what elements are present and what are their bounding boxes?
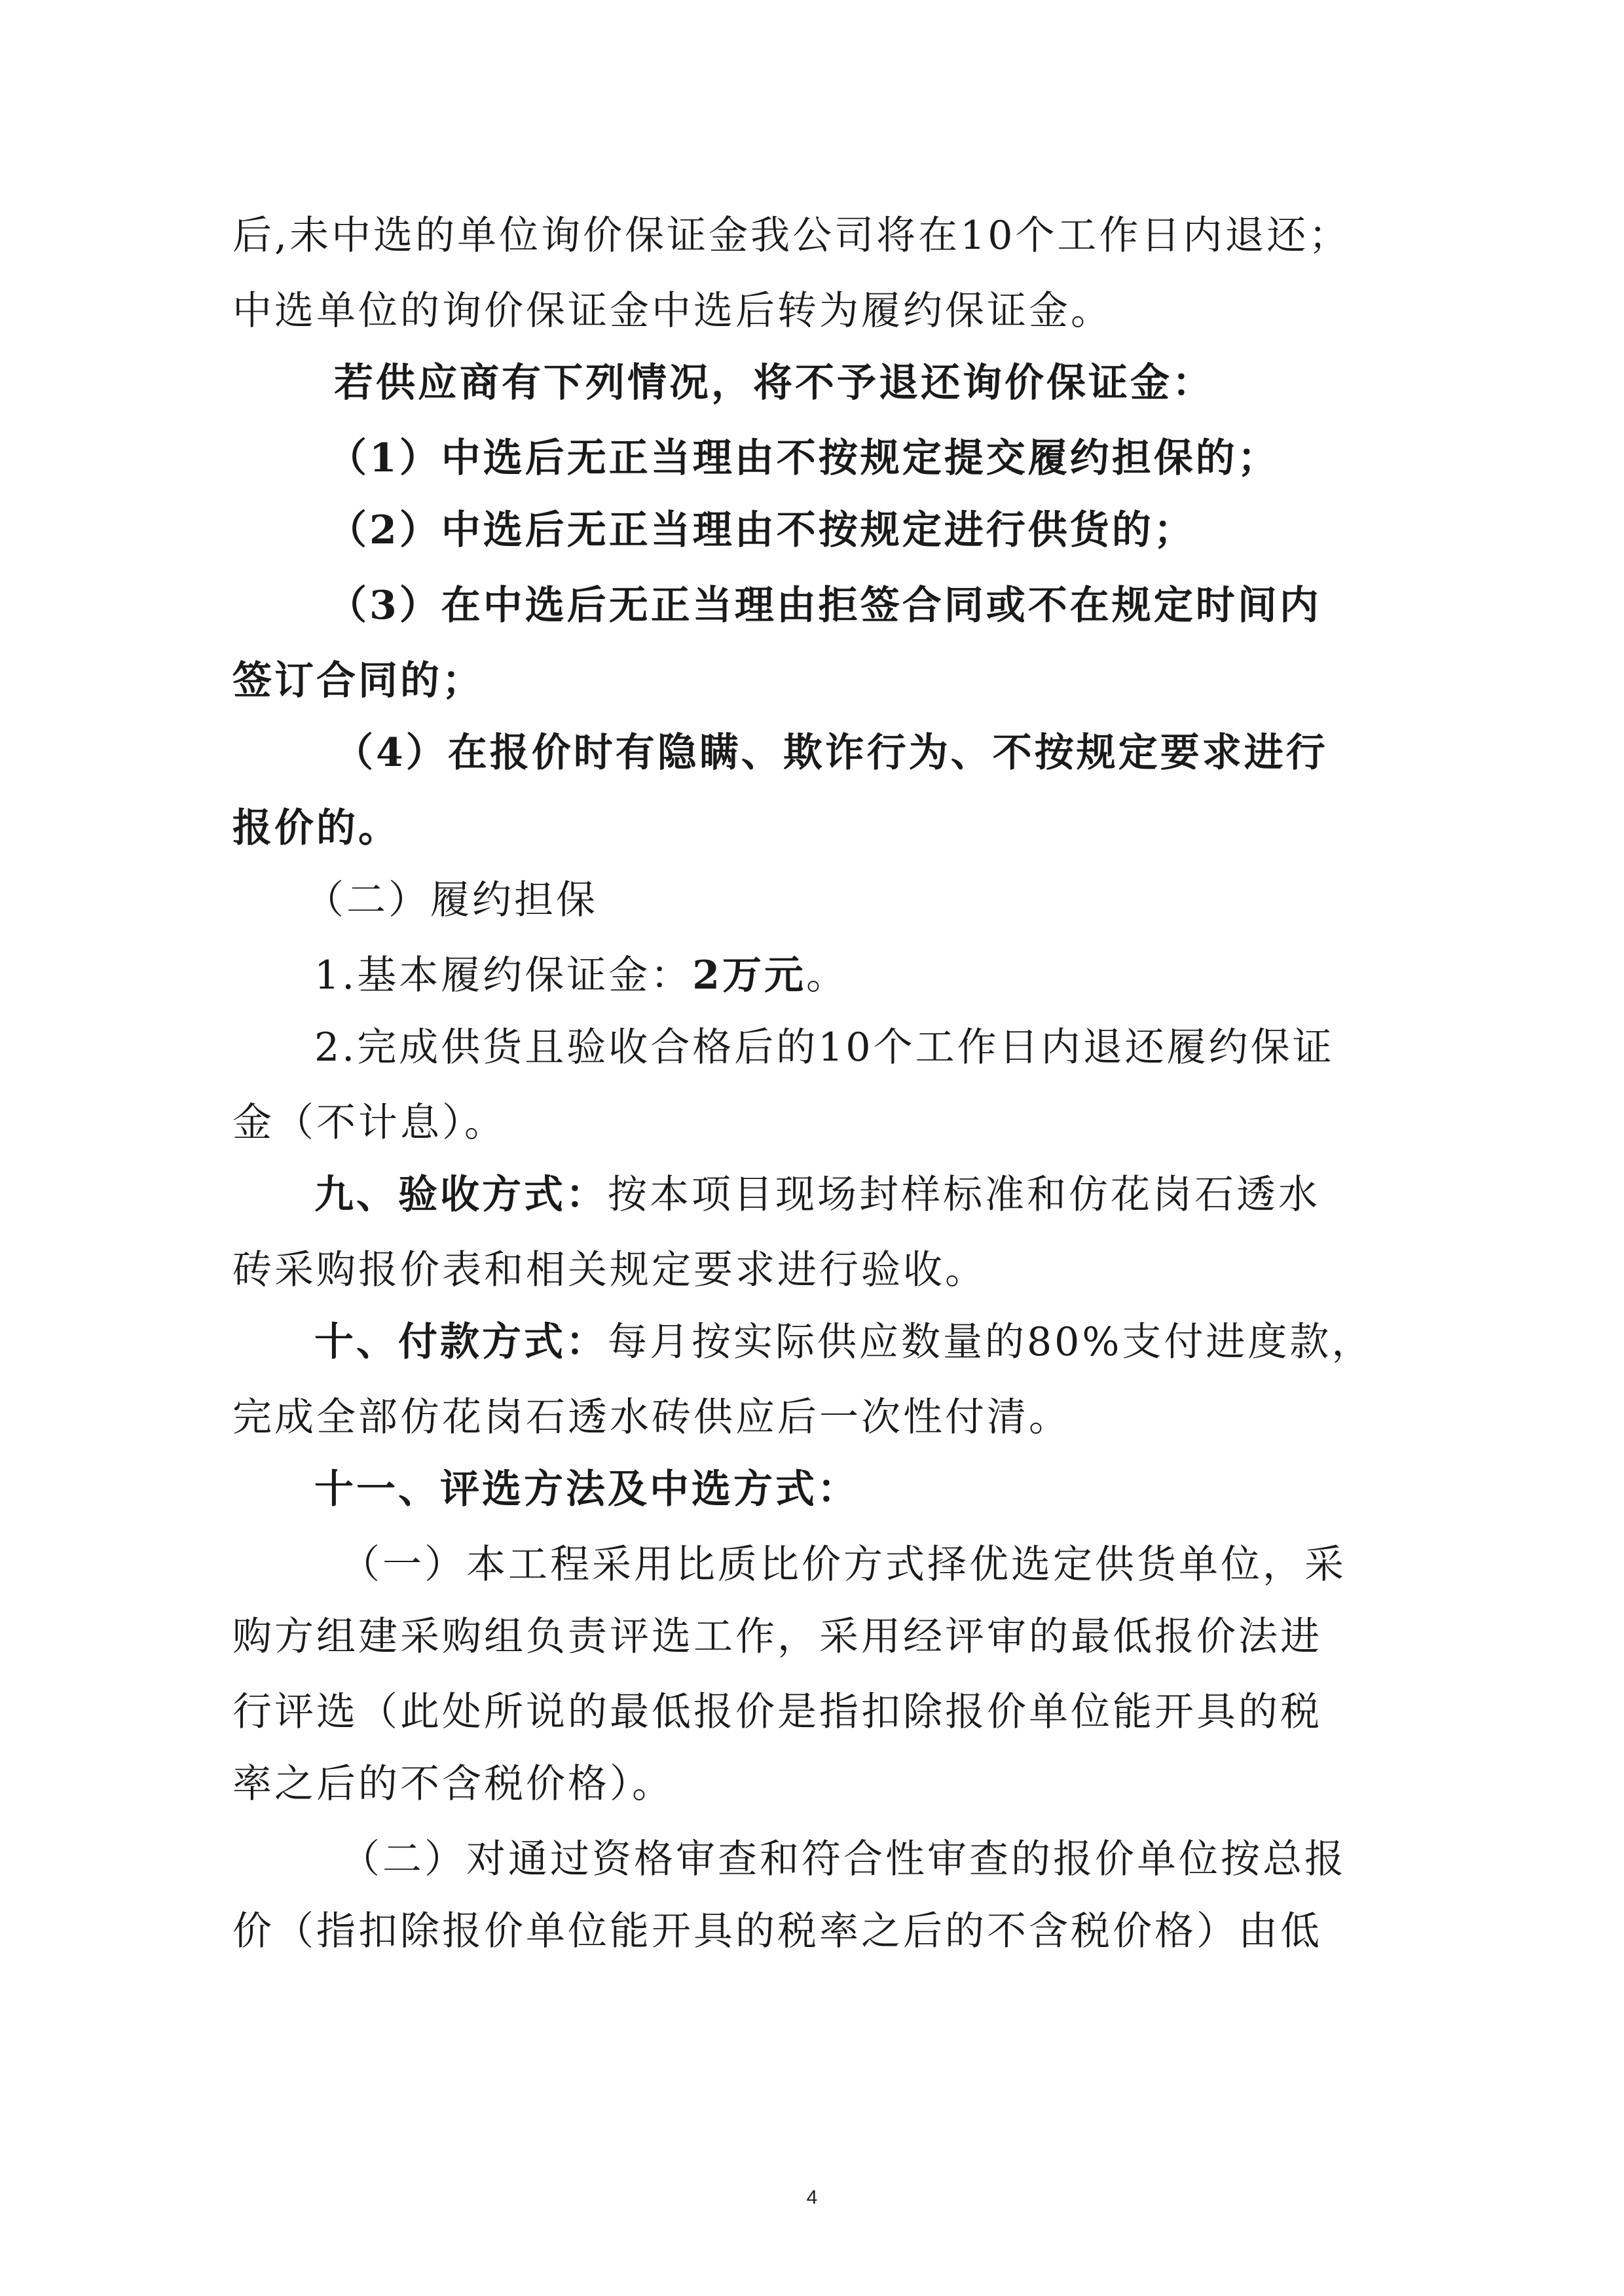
text-line: 行评选（此处所说的最低报价是指扣除报价单位能开具的税	[232, 1689, 1322, 1735]
text-line: 后,未中选的单位询价保证金我公司将在10个工作日内退还；	[232, 213, 1351, 259]
text-line: （二）履约担保	[304, 877, 598, 923]
text-line: 率之后的不含税价格）。	[232, 1761, 674, 1807]
text-line: （2）中选后无正当理由不按规定进行供货的；	[327, 507, 1196, 553]
text-line: 砖采购报价表和相关规定要求进行验收。	[232, 1247, 987, 1293]
text-line: 签订合同的；	[232, 658, 484, 704]
page-number: 4	[806, 2187, 818, 2208]
text-line: 十一、评选方法及中选方式：	[314, 1467, 859, 1512]
text-line: 中选单位的询价保证金中选后转为履约保证金。	[232, 288, 1113, 334]
text-line: 价（指扣除报价单位能开具的税率之后的不含税价格）由低	[232, 1908, 1322, 1954]
text-line: 金（不计息）。	[232, 1100, 506, 1146]
text-line: 十、付款方式：每月按实际供应数量的80%支付进度款，	[314, 1319, 1374, 1365]
text-line: 完成全部仿花岗石透水砖供应后一次性付清。	[232, 1394, 1071, 1440]
text-line: 若供应商有下列情况，将不予退还询价保证金：	[334, 360, 1214, 406]
text-line: （一）本工程采用比质比价方式择优选定供货单位，采	[341, 1542, 1346, 1588]
text-line: （1）中选后无正当理由不按规定提交履约担保的；	[327, 435, 1280, 481]
text-line: （3）在中选后无正当理由拒签合同或不在规定时间内	[327, 583, 1321, 629]
text-line: （二）对通过资格审查和符合性审查的报价单位按总报	[341, 1836, 1346, 1882]
text-line: 2.完成供货且验收合格后的10个工作日内退还履约保证	[314, 1025, 1335, 1070]
text-line: 购方组建采购组负责评选工作，采用经评审的最低报价法进	[232, 1614, 1322, 1660]
text-line: 报价的。	[232, 805, 400, 851]
text-line: 九、验收方式：按本项目现场封样标准和仿花岗石透水	[314, 1172, 1320, 1218]
text-line: （4）在报价时有隐瞒、欺诈行为、不按规定要求进行	[334, 730, 1328, 776]
text-line: 1.基本履约保证金：2万元。	[314, 953, 848, 998]
